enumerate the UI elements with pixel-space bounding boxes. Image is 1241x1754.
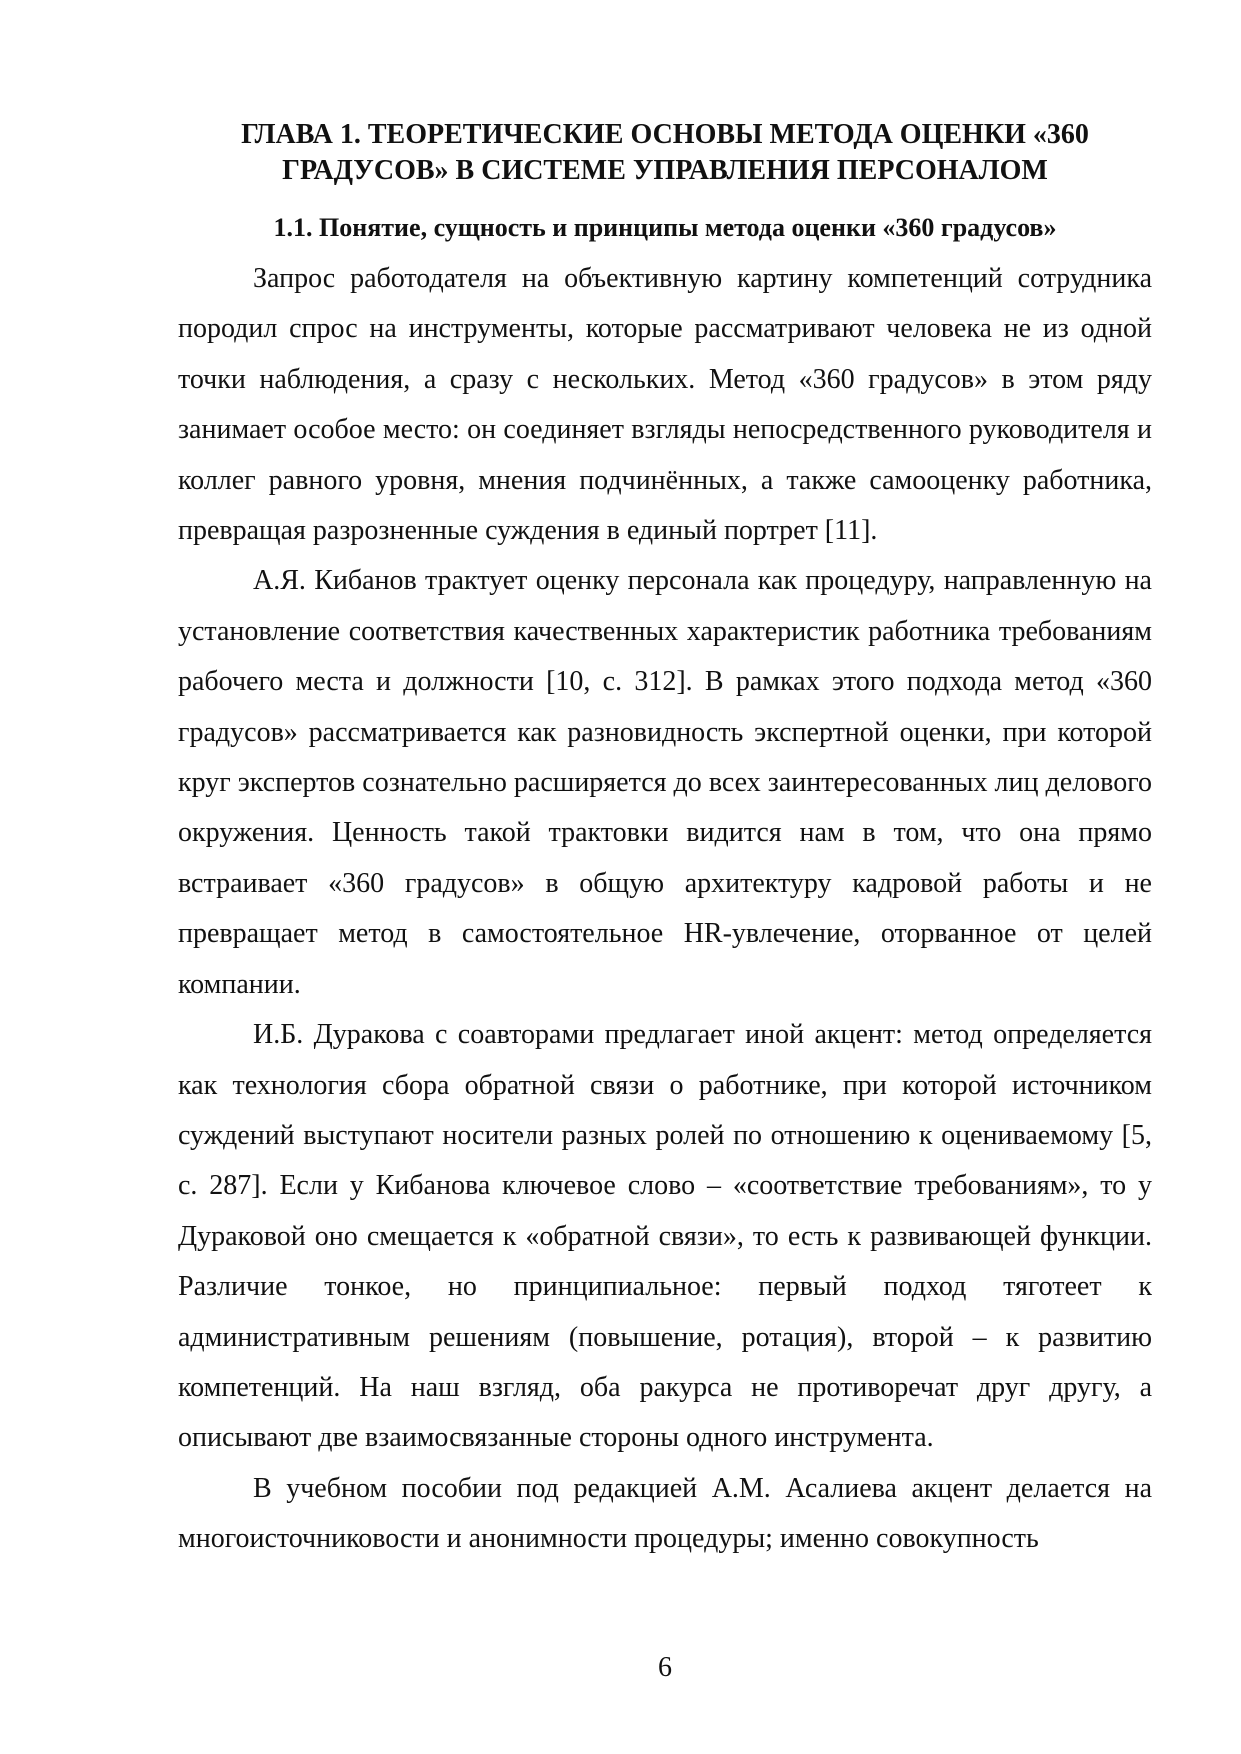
paragraph-2: А.Я. Кибанов трактует оценку персонала как процедуру, направленную на установление соответствия качественных характеристик работника требованиям рабочего места и должности [10, с. 312]. В рамках этого подхода метод «360 градусов» рассматривается как разновидность экспертной оценки, при которой круг экспертов сознательно расширяется до всех заинтересованных лиц делового окружения. Ценность такой трактовки видится нам в том, что она прямо встраивает «360 градусов» в общую архитектуру кадровой работы и не превращает метод в самостоятельное HR-увлечение, оторванное от целей компании.: [178, 565, 1152, 1000]
page-number: 6: [658, 1652, 672, 1683]
paragraph-1: Запрос работодателя на объективную картину компетенций сотрудника породил спрос на инструменты, которые рассматривают человека не из одной точки наблюдения, а сразу с нескольких. Метод «360 градусов» в этом ряду занимает особое место: он соединяет взгляды непосредственного руководителя и коллег равного уровня, мнения подчинённых, а также самооценку работника, превращая разрозненные суждения в единый портрет [11].: [178, 263, 1152, 547]
chapter-title-line-2: ГРАДУСОВ» В СИСТЕМЕ УПРАВЛЕНИЯ ПЕРСОНАЛОМ: [282, 155, 1048, 186]
document-page: [178, 0, 1152, 1754]
paragraph-3: И.Б. Дуракова с соавторами предлагает иной акцент: метод определяется как технология сбора обратной связи о работнике, при которой источником суждений выступают носители разных ролей по отношению к оцениваемому [5, с. 287]. Если у Кибанова ключевое слово – «соответствие требованиям», то у Дураковой оно смещается к «обратной связи», то есть к развивающей функции. Различие тонкое, но принципиальное: первый подход тяготеет к административным решениям (повышение, ротация), второй – к развитию компетенций. На наш взгляд, оба ракурса не противоречат друг другу, а описывают две взаимосвязанные стороны одного инструмента.: [178, 1019, 1152, 1454]
chapter-title: [178, 117, 1152, 189]
paragraph-4: В учебном пособии под редакцией А.М. Асалиева акцент делается на многоисточниковости и анонимности процедуры; именно совокупность: [178, 1472, 1152, 1555]
body-text: [178, 254, 1152, 1565]
section-title: 1.1. Понятие, сущность и принципы метода оценки «360 градусов»: [273, 213, 1057, 242]
chapter-title-line-1: ГЛАВА 1. ТЕОРЕТИЧЕСКИЕ ОСНОВЫ МЕТОДА ОЦЕНКИ «360: [241, 119, 1089, 150]
